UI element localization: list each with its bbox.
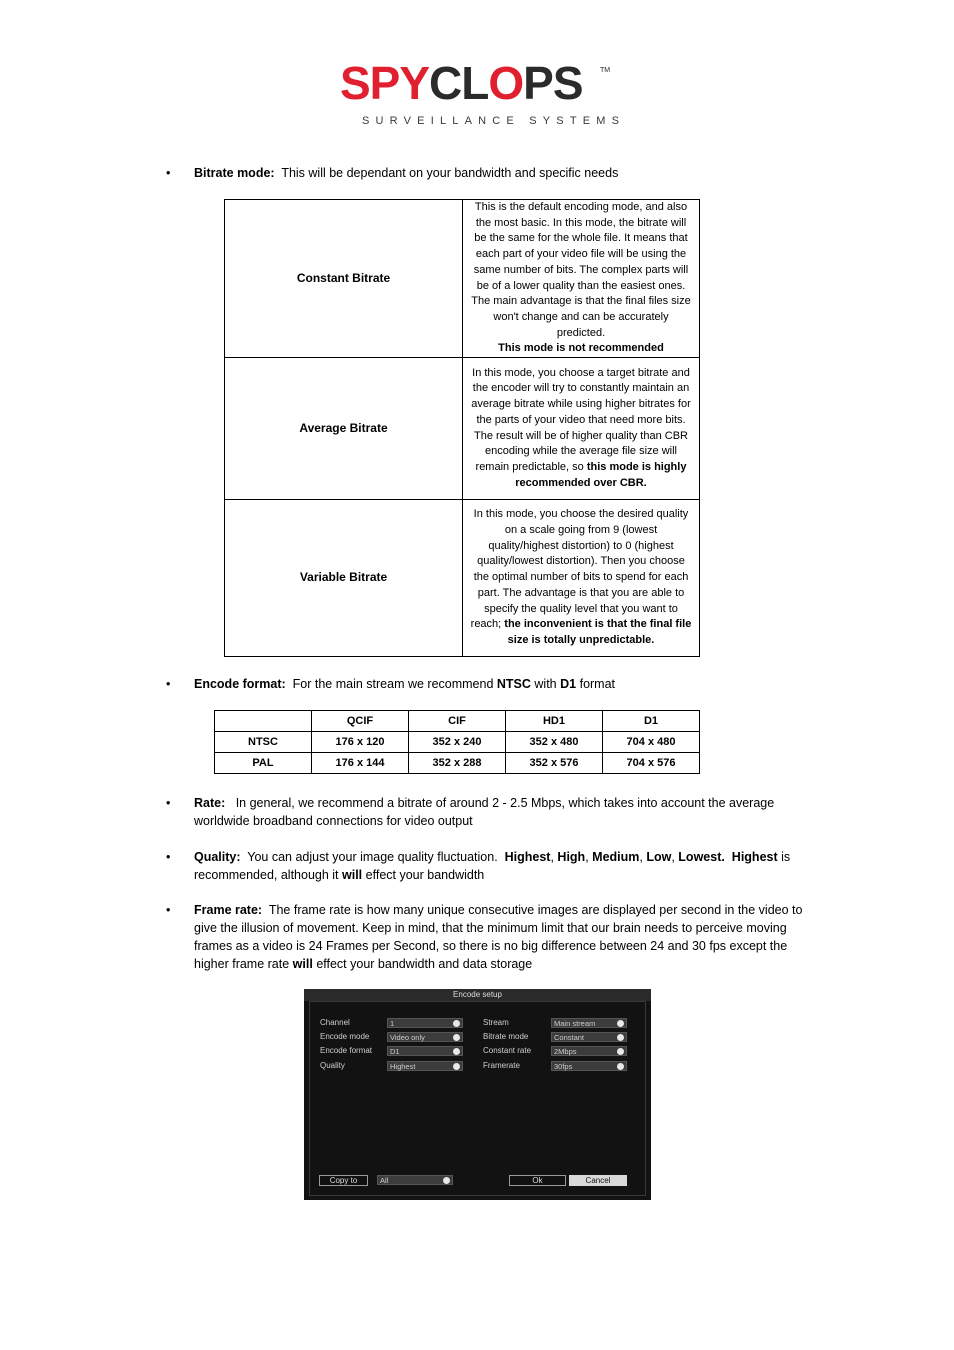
encode-format-select[interactable]: D1	[387, 1046, 463, 1056]
ok-button[interactable]: Ok	[509, 1175, 566, 1186]
mode-name: Variable Bitrate	[225, 500, 463, 657]
logo-tagline: SURVEILLANCE SYSTEMS	[362, 115, 626, 127]
channel-label: Channel	[320, 1018, 350, 1027]
mode-name: Constant Bitrate	[225, 200, 463, 358]
encode-format-table	[214, 710, 700, 774]
quality-label: Quality	[320, 1061, 345, 1070]
quality-select[interactable]: Highest	[387, 1061, 463, 1071]
logo-eye: O	[488, 57, 524, 109]
cancel-button[interactable]: Cancel	[569, 1175, 627, 1186]
bullet-icon: •	[166, 796, 171, 810]
bullet-icon: •	[166, 677, 171, 691]
bitrate-mode-select[interactable]: Constant	[551, 1032, 627, 1042]
dropdown-knob-icon	[617, 1020, 624, 1027]
dropdown-knob-icon	[617, 1063, 624, 1070]
encode-mode-select[interactable]: Video only	[387, 1032, 463, 1042]
mode-description: In this mode, you choose the desired quality on a scale going from 9 (lowest quality/highest distortion) to 0 (highest quality/lowest distortion). Then you choose the optimal number of bits to spend for each part. The advantage is that you are able to specify the quality level that you want to reach; the inconvenient is that the final file size is totally unpredictable.	[463, 500, 700, 657]
bitrate-text: This will be dependant on your bandwidth and specific needs	[281, 166, 619, 180]
encode-setup-dialog	[304, 989, 651, 1200]
channel-select[interactable]: 1	[387, 1018, 463, 1028]
constant-rate-label: Constant rate	[483, 1046, 532, 1055]
copy-to-button[interactable]: Copy to	[319, 1175, 368, 1186]
trademark: TM	[600, 67, 611, 74]
constant-rate-select[interactable]: 2Mbps	[551, 1046, 627, 1056]
stream-select[interactable]: Main stream	[551, 1018, 627, 1028]
logo-wordmark: SPYCLOPS	[340, 57, 583, 109]
table-row: NTSC 176 x 120 352 x 240 352 x 480 704 x 480	[215, 732, 700, 753]
bullet-icon: •	[166, 903, 171, 917]
bitrate-modes-table	[224, 199, 700, 657]
table-row	[225, 200, 700, 358]
mode-description: In this mode, you choose a target bitrate and the encoder will try to constantly maintain an average bitrate while using higher bitrates for the parts of your video that need more bits. The result will be of higher quality than CBR encoding while the average file size will remain predictable, so this mode is highly recommended over CBR.	[463, 358, 700, 500]
dropdown-knob-icon	[453, 1063, 460, 1070]
dropdown-knob-icon	[453, 1020, 460, 1027]
dropdown-knob-icon	[617, 1048, 624, 1055]
table-row	[225, 358, 700, 500]
stream-label: Stream	[483, 1018, 509, 1027]
table-row	[225, 500, 700, 657]
encode-mode-label: Encode mode	[320, 1032, 370, 1041]
mode-name: Average Bitrate	[225, 358, 463, 500]
mode-description: This is the default encoding mode, and also the most basic. In this mode, the bitrate will be the same for the whole file. It means that each part of your video file will be using the same number of bits. The complex parts will be of a lower quality than the easiest ones. The main advantage is that the final files size won't change and can be accurately predicted. This mode is not recommended	[463, 200, 700, 358]
spyclops-logo	[340, 55, 626, 135]
table-row: PAL 176 x 144 352 x 288 352 x 576 704 x 576	[215, 753, 700, 774]
bullet-icon: •	[166, 166, 171, 180]
dropdown-knob-icon	[453, 1048, 460, 1055]
dropdown-knob-icon	[453, 1034, 460, 1041]
dropdown-knob-icon	[443, 1177, 450, 1184]
bitrate-mode-label: Bitrate mode	[483, 1032, 529, 1041]
framerate-label: Framerate	[483, 1061, 520, 1070]
framerate-select[interactable]: 30fps	[551, 1061, 627, 1071]
table-header-row: QCIF CIF HD1 D1	[215, 711, 700, 732]
bullet-icon: •	[166, 850, 171, 864]
bitrate-label: Bitrate mode:	[194, 166, 275, 180]
dialog-title: Encode setup	[304, 989, 651, 1001]
encode-format-label: Encode format	[320, 1046, 373, 1055]
dialog-body	[309, 1001, 646, 1196]
copy-to-select[interactable]: All	[377, 1175, 453, 1185]
dropdown-knob-icon	[617, 1034, 624, 1041]
